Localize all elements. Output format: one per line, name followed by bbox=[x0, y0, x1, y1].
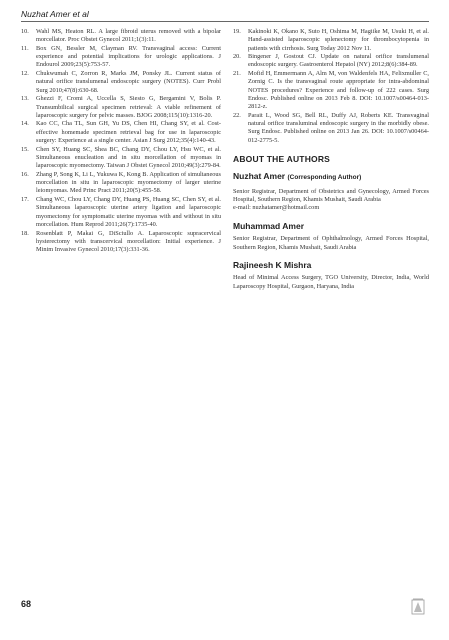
reference-number: 19. bbox=[233, 28, 241, 35]
reference-item bbox=[233, 70, 429, 111]
reference-text: Kao CC, Cha TL, Sun GH, Yu DS, Chen HI, Chang SY, et al. Cost-effective homemade specimen retrieval bag for use in laparoscopic surgery: Experience at a single center. Asian J Surg 2012;35(4):140-43. bbox=[36, 120, 221, 145]
references-left-column bbox=[21, 28, 221, 255]
author-name bbox=[233, 261, 429, 269]
reference-text: Bingener J, Gostout CJ. Update on natural orifice translumenal endoscopic surgery. Gastroenterol Hepatol (NY) 2012;8(6):384-89. bbox=[248, 53, 429, 69]
right-column bbox=[233, 28, 429, 291]
reference-item bbox=[233, 28, 429, 53]
reference-number: 15. bbox=[21, 145, 29, 153]
reference-text: Chang WC, Chou LY, Chang DY, Huang PS, Huang SC, Chen SY, et al. Simultaneous laparoscopic uterine artery ligation and laparoscopic myomectomy for symptomatic uterine myomas with and without in situ morcellation. Hum Reprod 2011;26(7):1735-40. bbox=[36, 196, 221, 228]
about-authors-heading: ABOUT THE AUTHORS bbox=[233, 154, 331, 165]
reference-item bbox=[21, 28, 221, 45]
reference-item bbox=[21, 146, 221, 171]
reference-text: Kakinoki K, Okano K, Suto H, Oshima M, Hagiike M, Usuki H, et al. Hand-assisted laparoscopic splenectomy for thrombocytopenia in patients with cirrhosis. Surg Today 2012 Nov 11. bbox=[248, 28, 429, 52]
author-role: (Corresponding Author) bbox=[287, 174, 362, 182]
author-name bbox=[233, 222, 429, 230]
journal-logo-icon bbox=[411, 596, 425, 616]
author-email: e-mail: nuzhatamer@hotmail.com bbox=[233, 204, 320, 212]
author-bio: Senior Registrar, Department of Obstetrics and Gynecology, Armed Forces Hospital, Southern Region, Khamis Mushait, Saudi Arabia bbox=[233, 187, 429, 204]
reference-number: 18. bbox=[21, 229, 29, 237]
reference-text: Chen SY, Huang SC, Shea BC, Chang DY, Chou LY, Hsu WC, et al. Simultaneous enucleation and in situ morcellation of myomas in laparoscopic myomectomy. Taiwan J Obstet Gynecol 2010;49(3):279-84. bbox=[36, 145, 221, 170]
reference-item bbox=[21, 120, 221, 145]
reference-number: 20. bbox=[233, 53, 241, 61]
running-head: Nuzhat Amer et al bbox=[21, 9, 89, 19]
reference-number: 14. bbox=[21, 120, 29, 128]
reference-text: Parait L, Wood SG, Bell RL, Duffy AJ, Roberts KE. Transvaginal natural orifice transluminal endoscopic surgery in the morbidly obese. Surg Endosc. Published online on 2013 Jan 26. DOI: 10.1007/s00464-012-2775-5. bbox=[248, 111, 429, 144]
reference-item bbox=[233, 53, 429, 70]
reference-item bbox=[21, 171, 221, 196]
reference-number: 17. bbox=[21, 196, 29, 204]
reference-number: 21. bbox=[233, 70, 241, 78]
page-number: 68 bbox=[21, 599, 32, 609]
reference-number: 12. bbox=[21, 70, 29, 78]
author-name-text: Muhammad Amer bbox=[233, 220, 305, 231]
reference-text: Rosenblatt P, Makai G, DiSciullo A. Laparoscopic supracervical hysterectomy with transcervical morcellation: Initial experience. J Minim Invasive Gynecol 2010;17(3):331-36. bbox=[36, 229, 221, 254]
reference-text: Ghezzi F, Cromi A, Uccella S, Siesto G, Bergamini V, Bolis P. Transumbilical surgical specimen retrieval: A viable refinement of laparoscopic surgery for pelvic masses. BJOG 2008;115(10):1316-20. bbox=[36, 95, 221, 119]
header-rule bbox=[21, 21, 429, 22]
author-bio: Senior Registrar, Department of Ophthalmology, Armed Forces Hospital, Southern Region, Khamis Mushait, Saudi Arabia bbox=[233, 235, 429, 251]
reference-item bbox=[233, 112, 429, 145]
author-name-text: Rajineesh K Mishra bbox=[233, 259, 312, 270]
reference-number: 13. bbox=[21, 95, 29, 103]
reference-item bbox=[21, 230, 221, 255]
reference-number: 22. bbox=[233, 111, 241, 119]
reference-number: 16. bbox=[21, 170, 29, 178]
author-bio: Head of Minimal Access Surgery, TGO University, Director, India, World Laparoscopy Hospital, Gurgaon, Haryana, India bbox=[233, 274, 429, 290]
reference-item bbox=[21, 70, 221, 95]
author-name-text: Nuzhat Amer bbox=[233, 171, 286, 182]
reference-text: Wahl MS, Heaton RL. A large fibroid uterus removed with a bipolar morcellator. Proc Obstet Gynecol 2011;1(3):11. bbox=[36, 28, 221, 44]
reference-number: 11. bbox=[21, 44, 29, 52]
reference-text: Box GN, Bessler M, Clayman RV. Transvaginal access: Current experience and potential implications for urologic applications. J Endourol 2009;23(5):753-57. bbox=[36, 44, 221, 69]
reference-text: Zhang P, Song K, Li L, Yukuwa K, Kong B. Application of simultaneous morcellation in situ in laparoscopic myomectomy of larger uterine leiomyomas. Med Princ Pract 2011;20(5):455-58. bbox=[36, 170, 221, 195]
reference-item bbox=[21, 45, 221, 70]
reference-item bbox=[21, 95, 221, 120]
reference-text: Chukwumah C, Zorron R, Marks JM, Ponsky JL. Current status of natural orifice translumenal endoscopic surgery (NOTES). Curr Probl Surg 2010;47(8):630-68. bbox=[36, 70, 221, 94]
reference-item bbox=[21, 196, 221, 229]
author-name bbox=[233, 172, 429, 182]
reference-number: 10. bbox=[21, 28, 29, 35]
reference-text: Mofid H, Emmermann A, Alm M, von Waldenfels HA, Felixmuller C, Zornig C. Is the transvaginal route appropriate for intra-abdominal NOTES procedures? Experience and follow-up of 222 cases. Surg Endosc. Published online on 2013 Feb 8. DOI: 10.1007/s00464-013-2812-z. bbox=[248, 70, 429, 111]
